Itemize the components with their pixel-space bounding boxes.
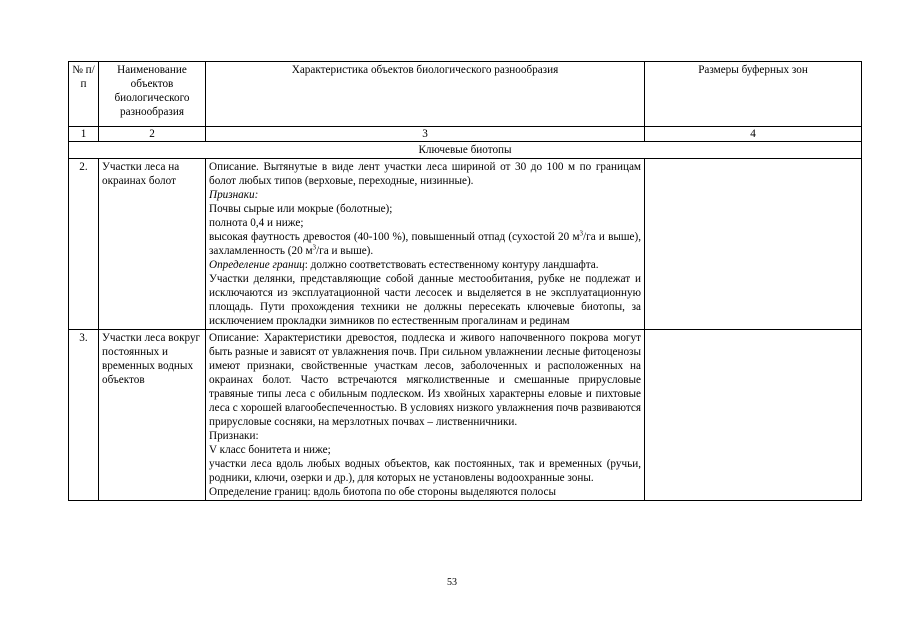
- desc-line: [209, 258, 641, 272]
- table-row: [69, 159, 862, 330]
- desc-fragment: /га и выше), захламленность (20 м: [209, 231, 641, 257]
- col-number: 4: [645, 127, 862, 142]
- header-num: № п/п: [69, 62, 99, 127]
- desc-line: Участки делянки, представляющие собой данные местообитания, рубке не подлежат и исключаются из эксплуатационной части лесосек и выделяется в не эксплуатационную площадь. Пути прохождения техники не должны пересекать ключевые биотопы, за исключением прокладки зимников по естественным прогалинам и рединам: [209, 273, 641, 327]
- row-name: Участки леса вокруг постоянных и временных водных объектов: [99, 330, 206, 501]
- row-num: 2.: [69, 159, 99, 330]
- biodiversity-table: [68, 61, 862, 501]
- column-number-row: [69, 127, 862, 142]
- desc-fragment: : должно соответствовать естественному контуру ландшафта.: [304, 259, 599, 271]
- col-number: 1: [69, 127, 99, 142]
- desc-line: Почвы сырые или мокрые (болотные);: [209, 203, 393, 215]
- page-number: 53: [447, 577, 457, 588]
- col-number: 3: [206, 127, 645, 142]
- desc-line: Признаки:: [209, 189, 259, 201]
- header-row: [69, 62, 862, 127]
- desc-line: Описание: Характеристики древостоя, подлеска и живого напочвенного покрова могут быть разные и зависят от увлажнения почв. При сильном увлажнении лесные фитоценозы имеют признаки, свойственные участкам лесов, заболоченных и расположенных на окраинах болот. Часто встречаются мягколиственные и смешанные прирусловые травяные типы леса с обильным подлеском. Из хвойных характерны еловые и пихтовые леса с хорошей влагообеспеченностью. В условиях низкого увлажнения почв развиваются прирусловые сосняки, на мерзлотных почвах – лиственничники.: [209, 332, 641, 428]
- header-desc: Характеристика объектов биологического разнообразия: [206, 62, 645, 127]
- row-name: Участки леса на окраинах болот: [99, 159, 206, 330]
- desc-line: V класс бонитета и ниже;: [209, 444, 331, 456]
- desc-fragment: высокая фаутность древостоя (40-100 %), повышенный отпад (сухостой 20 м: [209, 231, 580, 243]
- header-name: Наименование объектов биологического разнообразия: [99, 62, 206, 127]
- section-row: [69, 142, 862, 159]
- row-desc: [206, 159, 645, 330]
- row-desc: [206, 330, 645, 501]
- desc-line: полнота 0,4 и ниже;: [209, 217, 304, 229]
- row-buffer: [645, 330, 862, 501]
- table-row: [69, 330, 862, 501]
- col-number: 2: [99, 127, 206, 142]
- header-buffer: Размеры буферных зон: [645, 62, 862, 127]
- superscript: 3: [579, 229, 584, 238]
- desc-line: Описание. Вытянутые в виде лент участки леса шириной от 30 до 100 м по границам болот любых типов (верховые, переходные, низинные).: [209, 161, 641, 187]
- section-title: Ключевые биотопы: [69, 142, 862, 159]
- desc-fragment: /га и выше).: [316, 245, 374, 257]
- desc-line: Признаки:: [209, 430, 259, 442]
- desc-line: Определение границ: вдоль биотопа по обе стороны выделяются полосы: [209, 486, 557, 498]
- row-buffer: [645, 159, 862, 330]
- superscript: 3: [312, 243, 317, 252]
- desc-fragment: Определение границ: [209, 259, 305, 271]
- row-num: 3.: [69, 330, 99, 501]
- desc-line: участки леса вдоль любых водных объектов, как постоянных, так и временных (ручьи, родники, ключи, озерки и др.), для которых не установлены водоохранные зоны.: [209, 458, 641, 484]
- desc-line: [209, 230, 641, 258]
